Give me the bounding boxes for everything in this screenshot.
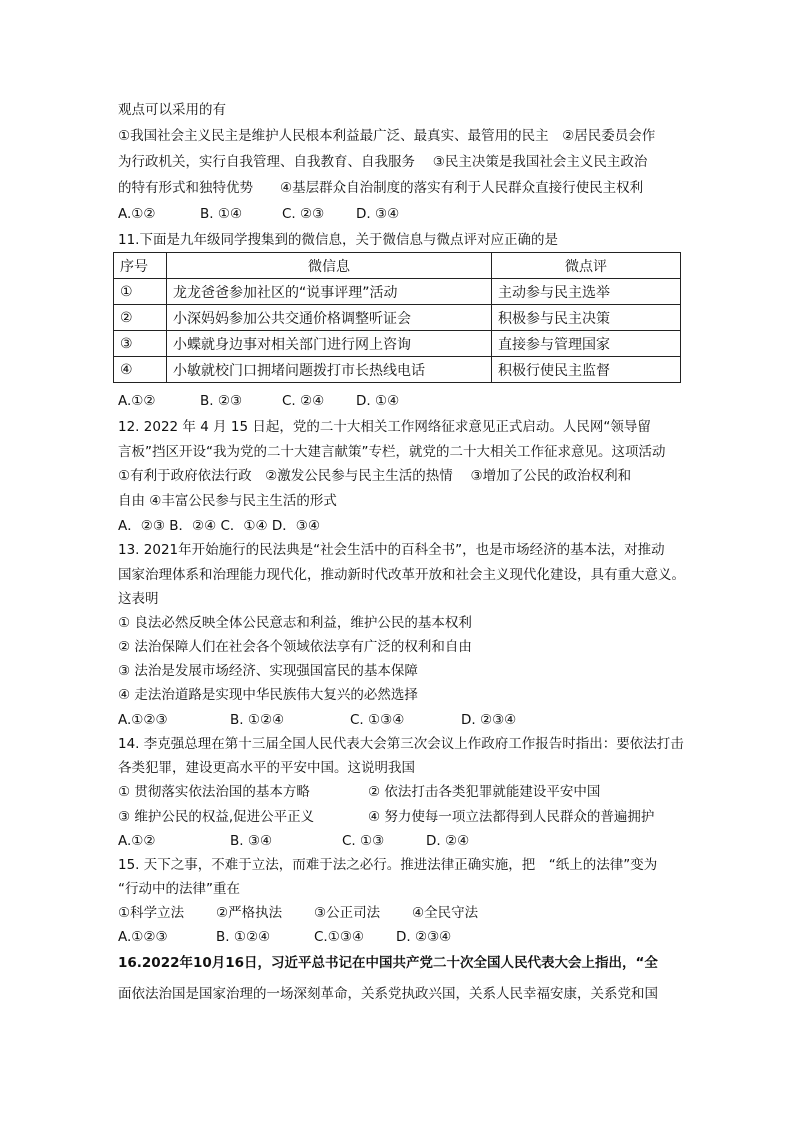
table-cell: 小蝶就身边事对相关部门进行网上咨询 [167,331,492,357]
q15-options [118,904,478,922]
table-cell: 主动参与民主选举 [492,279,681,305]
table-cell: 小敏就校门口拥堵问题拨打市长热线电话 [167,357,492,383]
q10-answers [118,205,399,223]
table-cell: ③ [114,331,167,357]
q13-answer-c: C. ①③④ [350,712,405,728]
q15-answer-a: A.①②③ [118,929,168,945]
q15-option-2: ②严格执法 [216,905,283,921]
q14-answer-b: B. ③④ [230,833,273,849]
q12-line-3: ①有利于政府依法行政 ②激发公民参与民主生活的热情 ③增加了公民的政治权利和 [118,468,632,484]
q15-answer-d: D. ②③④ [396,929,452,945]
q11-answers [118,392,399,410]
q10-option-line-2: 为行政机关，实行自我管理、自我教育、自我服务 ③民主决策是我国社会主义民主政治 [118,154,648,170]
q12-line-1: 12. 2022 年 4 月 15 日起，党的二十大相关工作网络征求意见正式启动。人民网“领导留 [118,419,651,435]
q14-answer-d: D. ②④ [426,833,470,849]
q14-option-2: ② 依法打击各类犯罪就能建设平安中国 [368,784,601,800]
q15-answer-c: C.①③④ [314,929,365,945]
table-cell: ① [114,279,167,305]
q13-answers [118,711,516,729]
q15-option-1: ①科学立法 [118,905,185,921]
table-row [114,305,681,331]
q15-line-2: “行动中的法律”重在 [118,881,240,897]
table-header-comment: 微点评 [492,253,681,279]
q15-answers [118,928,451,946]
q11-table [113,252,681,383]
q15-option-3: ③公正司法 [314,905,381,921]
q15-option-4: ④全民守法 [412,905,479,921]
q14-answer-c: C. ①③ [342,833,385,849]
q14-option-3: ③ 维护公民的权益,促进公平正义 [118,809,315,825]
table-cell: 小深妈妈参加公共交通价格调整听证会 [167,305,492,331]
q13-answer-d: D. ②③④ [461,712,517,728]
q11-answer-d: D. ①④ [356,393,400,409]
table-row [114,331,681,357]
q13-line-3: 这表明 [118,591,159,607]
q12-line-4: 自由 ④丰富公民参与民主生活的形式 [118,493,337,509]
q14-option-1: ① 贯彻落实依法治国的基本方略 [118,784,310,800]
q11-answer-a: A.①② [118,393,156,409]
q10-option-line-3: 的特有形式和独特优势 ④基层群众自治制度的落实有利于人民群众直接行使民主权利 [118,180,644,196]
q14-option-row-2 [118,808,654,826]
table-row [114,357,681,383]
q15-answer-b: B. ①②④ [216,929,271,945]
q10-answer-c: C. ②③ [282,206,325,222]
q11-answer-b: B. ②③ [200,393,243,409]
q14-option-row-1 [118,783,600,801]
q12-line-2: 言板”挡区开设“我为党的二十大建言献策”专栏，就党的二十大相关工作征求意见。这项活动 [118,444,666,460]
q16-line-2: 面依法治国是国家治理的一场深刻革命，关系党执政兴国，关系人民幸福安康，关系党和国 [118,986,658,1002]
table-cell: 龙龙爸爸参加社区的“说事评理”活动 [167,279,492,305]
table-cell: 积极行使民主监督 [492,357,681,383]
q15-line-1: 15. 天下之事，不难于立法，而难于法之必行。推进法律正确实施，把 “纸上的法律”变为 [118,857,658,873]
table-header-row [114,253,681,279]
q14-option-4: ④ 努力使每一项立法都得到人民群众的普遍拥护 [368,809,655,825]
q14-answer-a: A.①② [118,833,156,849]
q14-line-2: 各类犯罪，建设更高水平的平安中国。这说明我国 [118,760,415,776]
q10-answer-b: B. ①④ [200,206,243,222]
q13-option-3: ③ 法治是发展市场经济、实现强国富民的基本保障 [118,663,418,679]
table-header-index: 序号 [114,253,167,279]
q13-option-2: ② 法治保障人们在社会各个领域依法享有广泛的权利和自由 [118,639,472,655]
q10-option-line-1: ①我国社会主义民主是维护人民根本利益最广泛、最真实、最管用的民主 ②居民委员会作 [118,128,656,144]
table-row [114,279,681,305]
q13-option-4: ④ 走法治道路是实现中华民族伟大复兴的必然选择 [118,687,418,703]
q10-answer-d: D. ③④ [356,206,400,222]
q13-answer-a: A.①②③ [118,712,168,728]
q13-option-1: ① 良法必然反映全体公民意志和利益，维护公民的基本权利 [118,615,472,631]
q12-answers: A．②③ B．②④ C．①④ D．③④ [118,518,321,534]
q13-line-1: 13. 2021年开始施行的民法典是“社会生活中的百科全书”，也是市场经济的基本法，对推动 [118,542,665,558]
q13-answer-b: B. ①②④ [230,712,285,728]
q16-line-1: 16.2022年10月16日，习近平总书记在中国共产党二十次全国人民代表大会上指出，“全 [118,955,658,971]
q10-lead: 观点可以采用的有 [118,102,226,118]
q14-line-1: 14. 李克强总理在第十三届全国人民代表大会第三次会议上作政府工作报告时指出：要依法打击 [118,736,684,752]
q10-answer-a: A.①② [118,206,156,222]
table-cell: 积极参与民主决策 [492,305,681,331]
q11-answer-c: C. ②④ [282,393,325,409]
q14-answers [118,832,469,850]
table-cell: ④ [114,357,167,383]
table-cell: ② [114,305,167,331]
table-cell: 直接参与管理国家 [492,331,681,357]
q13-line-2: 国家治理体系和治理能力现代化，推动新时代改革开放和社会主义现代化建设，具有重大意义。 [118,567,685,583]
table-header-info: 微信息 [167,253,492,279]
q11-stem: 11.下面是九年级同学搜集到的微信息，关于微信息与微点评对应正确的是 [118,232,558,248]
